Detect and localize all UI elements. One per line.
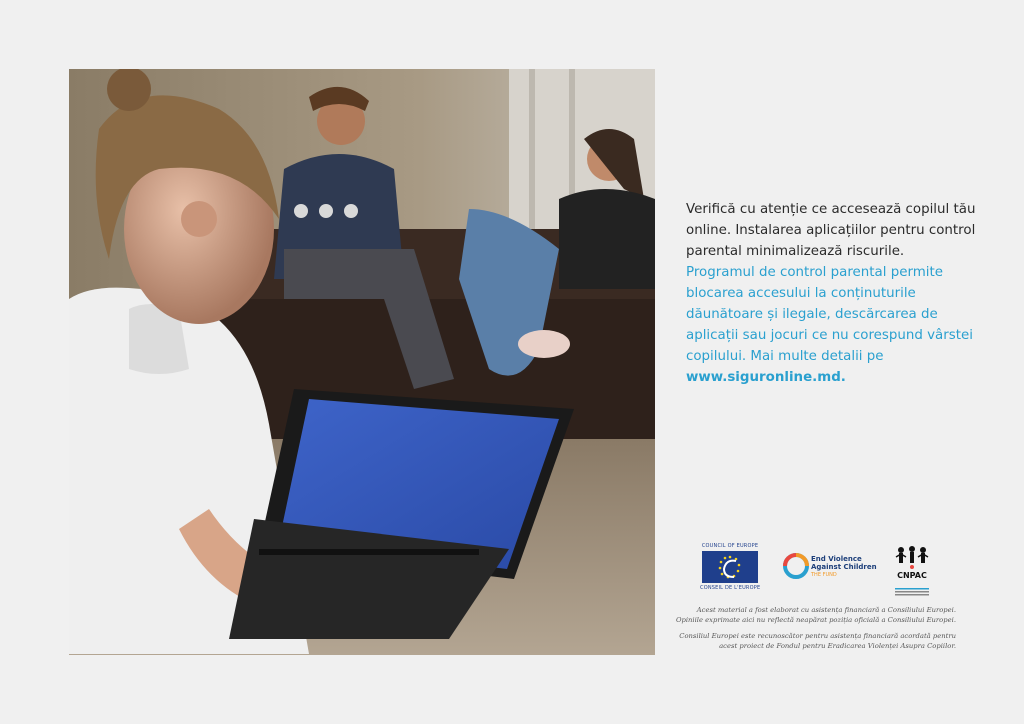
details-text: Programul de control parental permite blocarea accesului la conținuturile dăunătoare și ilegale, descărcarea de aplicații sau jocuri ce nu corespund vârstei copilului. Mai multe detalii pe [686,265,973,364]
disclaimer-paragraph1 [660,605,956,625]
cnpac-logo [893,545,931,591]
text-block [686,199,976,388]
photo-child-with-laptop [69,69,655,655]
end-violence-icon [783,553,809,579]
coe-top-text: COUNCIL OF EUROPE [701,543,759,549]
disclaimer-line1: Acest material a fost elaborat cu asistența financiară a Consiliului Europei. [696,606,956,614]
evac-sub: THE FUND [811,572,837,578]
end-violence-logo [783,553,883,583]
cnpac-figures-icon [893,545,931,569]
coe-flag-icon [702,551,758,583]
evac-line1: End Violence [811,555,862,563]
council-of-europe-logo [700,543,760,591]
website-link[interactable]: www.siguronline.md. [686,370,846,385]
partner-logos [700,543,960,593]
cnpac-name: CNPAC [897,571,927,580]
disclaimer-line4: acest proiect de Fondul pentru Eradicarea Violenței Asupra Copiilor. [719,642,956,650]
disclaimer-line3: Consiliul Europei este recunoscător pentru asistența financiară acordată pentru [679,632,956,640]
disclaimer-line2: Opiniile exprimate aici nu reflectă neapărat poziția oficială a Consiliului Europei. [675,616,956,624]
evac-line2: Against Children [811,563,877,571]
intro-paragraph: Verifică cu atenție ce accesează copilul tău online. Instalarea aplicațiilor pentru control parental minimalizează riscurile. [686,202,976,259]
end-violence-text [811,555,877,579]
cnpac-subtitle-lines [895,581,929,589]
funding-disclaimer [660,605,956,657]
details-paragraph [686,262,976,388]
disclaimer-paragraph2 [660,631,956,651]
coe-bottom-text: CONSEIL DE L'EUROPE [700,585,761,591]
